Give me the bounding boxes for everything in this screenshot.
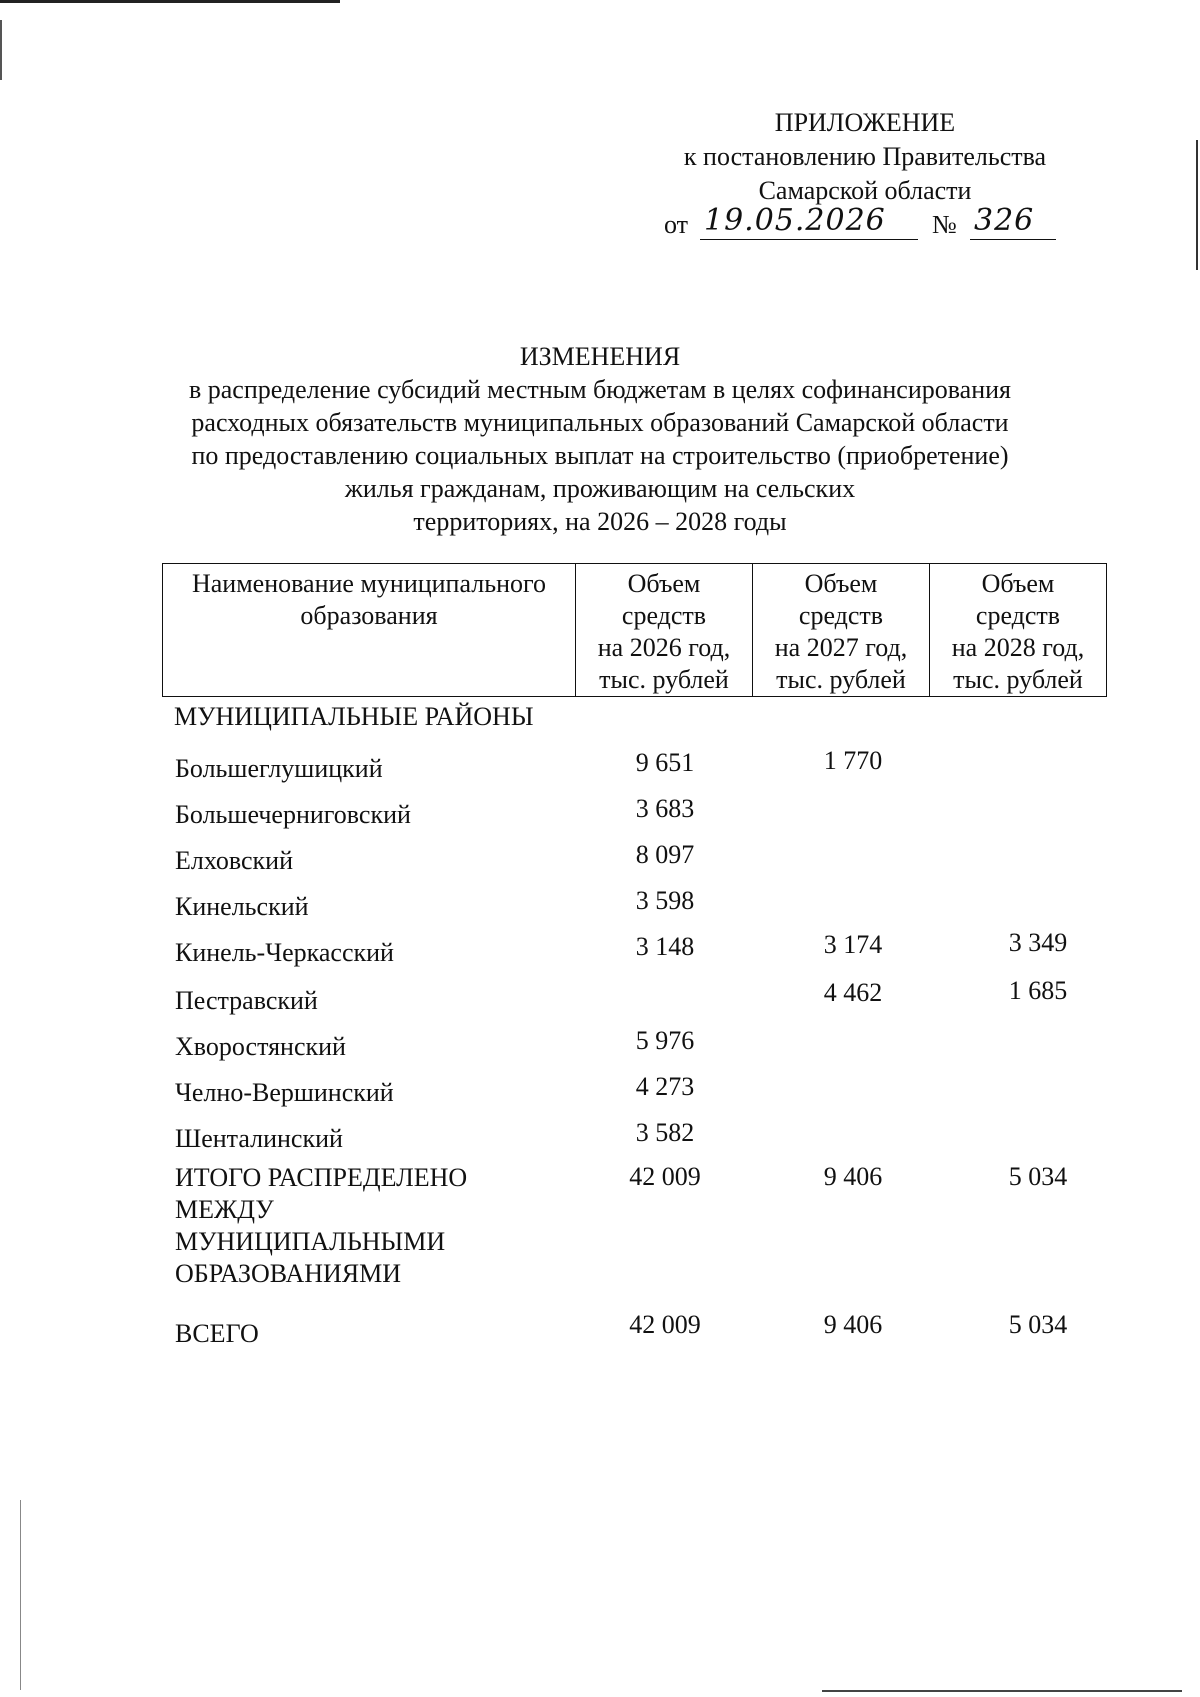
column-header-line: средств (975, 601, 1061, 630)
handwritten-number: 326 (970, 204, 1056, 240)
scan-edge-bottom (822, 1690, 1182, 1692)
appendix-title: ПРИЛОЖЕНИЕ (774, 108, 956, 137)
table-header (162, 563, 1107, 697)
column-header-line: Объем (804, 569, 878, 598)
subtotal-2028: 5 034 (1008, 1162, 1068, 1191)
column-header-line: тыс. рублей (953, 665, 1083, 694)
resolution-date-number (664, 204, 1084, 244)
column-header-line: на 2026 год, (597, 633, 731, 662)
column-header-line: средств (798, 601, 884, 630)
document-subtitle (120, 373, 1080, 538)
table-row (0, 886, 1200, 926)
municipality-name: Челно-Вершинский (175, 1078, 394, 1107)
subtotal-label-line: МУНИЦИПАЛЬНЫМИ (175, 1227, 446, 1256)
table-row (0, 976, 1200, 1020)
scan-edge-left (0, 20, 2, 80)
municipality-name: Кинельский (175, 892, 309, 921)
table-row (0, 1026, 1200, 1066)
total-row (0, 1310, 1200, 1350)
municipality-name: Большечерниговский (175, 800, 411, 829)
value-2026: 9 651 (635, 748, 695, 777)
municipality-name: Пестравский (175, 986, 318, 1015)
table-row (0, 794, 1200, 834)
table-row (0, 928, 1200, 972)
distribution-table (162, 563, 1122, 697)
appendix-line-1: к постановлению Правительства (683, 142, 1047, 171)
subtitle-line: территориях, на 2026 – 2028 годы (413, 507, 787, 536)
total-2028: 5 034 (1008, 1310, 1068, 1339)
column-header-line: образования (300, 601, 438, 630)
value-2026: 5 976 (635, 1026, 695, 1055)
value-2027: 4 462 (823, 978, 883, 1007)
table-row (0, 1072, 1200, 1112)
subtitle-line: расходных обязательств муниципальных образований Самарской области (191, 408, 1009, 437)
subtotal-2026: 42 009 (629, 1162, 701, 1191)
table-header-row (163, 564, 1107, 697)
column-header-line: тыс. рублей (776, 665, 906, 694)
subtitle-line: по предоставлению социальных выплат на строительство (приобретение) (191, 441, 1009, 470)
value-2026: 3 598 (635, 886, 695, 915)
municipality-name: Шенталинский (175, 1124, 343, 1153)
subtotal-label (175, 1162, 535, 1290)
value-2027: 1 770 (823, 746, 883, 775)
number-prefix: № (932, 210, 957, 239)
document-title: ИЗМЕНЕНИЯ (519, 342, 681, 371)
column-header-2028 (930, 564, 1107, 697)
group-title: МУНИЦИПАЛЬНЫЕ РАЙОНЫ (174, 702, 534, 731)
municipality-name: Елховский (175, 846, 293, 875)
municipality-name: Хворостянский (175, 1032, 346, 1061)
subtitle-line: жилья гражданам, проживающим на сельских (344, 474, 856, 503)
column-header-name (163, 564, 576, 697)
total-2026: 42 009 (629, 1310, 701, 1339)
column-header-2027 (753, 564, 930, 697)
value-2026: 8 097 (635, 840, 695, 869)
value-2028: 3 349 (1008, 928, 1068, 957)
column-header-2026 (576, 564, 753, 697)
value-2026: 3 683 (635, 794, 695, 823)
scan-edge-right (1196, 140, 1198, 270)
column-header-line: Объем (627, 569, 701, 598)
municipality-name: Большеглушицкий (175, 754, 383, 783)
total-2027: 9 406 (823, 1310, 883, 1339)
appendix-line-2: Самарской области (758, 176, 972, 205)
subtotal-label-line: ОБРАЗОВАНИЯМИ (175, 1259, 402, 1288)
column-header-line: Объем (981, 569, 1055, 598)
document-title-block (120, 340, 1080, 538)
column-header-line: на 2027 год, (774, 633, 908, 662)
subtotal-row (0, 1162, 1200, 1302)
table-row (0, 840, 1200, 880)
column-header-line: тыс. рублей (599, 665, 729, 694)
table-row (0, 1118, 1200, 1158)
table-row (0, 748, 1200, 788)
value-2026: 4 273 (635, 1072, 695, 1101)
value-2028: 1 685 (1008, 976, 1068, 1005)
column-header-line: средств (621, 601, 707, 630)
column-header-line: на 2028 год, (951, 633, 1085, 662)
value-2027: 3 174 (823, 930, 883, 959)
total-label: ВСЕГО (175, 1319, 259, 1348)
date-prefix: от (664, 210, 689, 239)
appendix-header (600, 106, 1130, 208)
subtotal-label-line: ИТОГО РАСПРЕДЕЛЕНО (175, 1163, 468, 1192)
column-header-line: Наименование муниципального (191, 569, 547, 598)
municipality-name: Кинель-Черкасский (175, 938, 394, 967)
value-2026: 3 582 (635, 1118, 695, 1147)
subtotal-label-line: МЕЖДУ (175, 1195, 274, 1224)
scan-edge-left-lower (20, 1500, 21, 1690)
handwritten-date: 19.05.2026 (700, 204, 918, 240)
scan-edge-top (0, 0, 340, 3)
subtitle-line: в распределение субсидий местным бюджетам в целях софинансирования (188, 375, 1012, 404)
subtotal-2027: 9 406 (823, 1162, 883, 1191)
value-2026: 3 148 (635, 932, 695, 961)
